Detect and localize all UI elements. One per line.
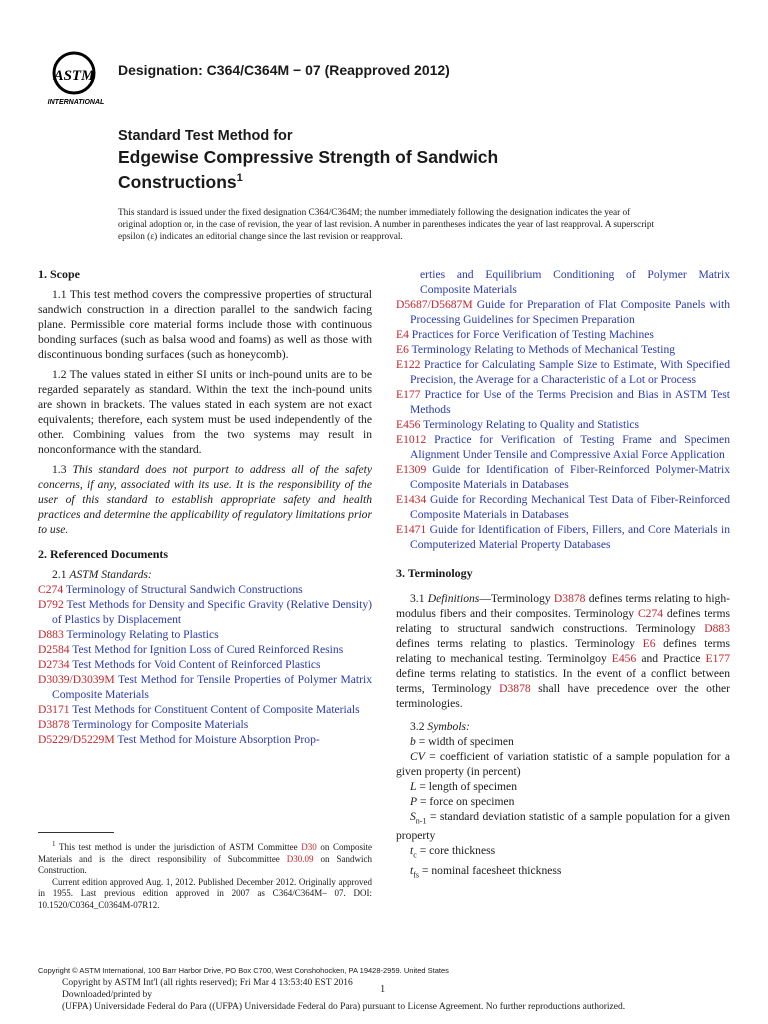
left-column bbox=[38, 267, 372, 747]
reference-title[interactable]: Guide for Identification of Fibers, Fillers, and Core Materials in Computerized Material Property Databases bbox=[410, 523, 730, 551]
standard-type: Standard Test Method for bbox=[118, 128, 293, 144]
reference-item bbox=[38, 582, 372, 597]
symbols-number: 3.2 bbox=[410, 720, 425, 733]
scope-heading: 1. Scope bbox=[38, 267, 80, 281]
footnote-text-2: on Composite Materials and is the direct responsibility of Subcommittee bbox=[38, 842, 372, 864]
reference-item bbox=[396, 297, 730, 327]
reference-list-left bbox=[38, 582, 372, 747]
reference-item bbox=[38, 642, 372, 657]
reference-item bbox=[396, 462, 730, 492]
reference-continuation: erties and Equilibrium Conditioning of Polymer Matrix Composite Materials bbox=[420, 268, 730, 296]
symbol-definition bbox=[396, 749, 730, 779]
title-line-2: Constructions bbox=[118, 171, 237, 192]
reference-title[interactable]: Practice for Verification of Testing Frame and Specimen Alignment Under Tensile and Compressive Axial Force Application bbox=[410, 433, 730, 461]
reference-item bbox=[38, 657, 372, 672]
reference-title[interactable]: Terminology of Structural Sandwich Constructions bbox=[63, 583, 303, 596]
terminology-ref-link[interactable]: C274 bbox=[637, 607, 664, 620]
terminology-ref-link[interactable]: E177 bbox=[705, 652, 730, 665]
reference-code-link[interactable]: D3039/D3039M bbox=[38, 673, 115, 686]
symbol: P bbox=[410, 795, 418, 808]
reference-title[interactable]: Test Method for Tensile Properties of Polymer Matrix Composite Materials bbox=[52, 673, 372, 701]
reference-code-link[interactable]: D3878 bbox=[38, 718, 70, 731]
reference-title[interactable]: Practice for Use of the Terms Precision and Bias in ASTM Test Methods bbox=[410, 388, 730, 416]
reference-item bbox=[38, 672, 372, 702]
reference-item bbox=[396, 522, 730, 552]
symbol-meaning: = nominal facesheet thickness bbox=[419, 863, 562, 877]
symbol-meaning: = force on specimen bbox=[417, 795, 515, 808]
reference-item bbox=[396, 492, 730, 522]
terminology-ref-link[interactable]: E6 bbox=[642, 637, 656, 650]
terminology-ref-link[interactable]: D3878 bbox=[553, 592, 586, 605]
designation: Designation: C364/C364M − 07 (Reapproved 2012) bbox=[118, 62, 450, 78]
license-line-1: Copyright by ASTM Int'l (all rights reserved); Fri Mar 4 13:53:40 EST 2016 bbox=[62, 978, 353, 988]
symbol-meaning: = width of specimen bbox=[415, 735, 514, 748]
symbol-subscript: n-1 bbox=[415, 816, 427, 826]
reference-item bbox=[38, 717, 372, 732]
symbol-definition bbox=[396, 779, 730, 794]
footnote-mark: 1 bbox=[52, 840, 56, 848]
reference-code-link[interactable]: E456 bbox=[396, 418, 421, 431]
symbol-definition bbox=[396, 843, 730, 862]
right-column bbox=[396, 267, 730, 882]
symbol-meaning: = core thickness bbox=[416, 844, 496, 858]
footnote-rule bbox=[38, 832, 114, 833]
reference-item bbox=[396, 357, 730, 387]
symbol: L bbox=[410, 780, 417, 793]
definitions-text: and Practice bbox=[636, 652, 706, 665]
reference-title[interactable]: Test Method for Ignition Loss of Cured Reinforced Resins bbox=[69, 643, 344, 656]
subcommittee-link[interactable]: D30.09 bbox=[286, 853, 314, 864]
definitions-text: defines terms relating to high-modulus fibers and their composites. Terminology bbox=[396, 592, 731, 620]
reference-title[interactable]: Terminology Relating to Plastics bbox=[63, 628, 219, 641]
reference-code-link[interactable]: D883 bbox=[38, 628, 64, 641]
footnote-text-3: on Sandwich Construction. bbox=[38, 853, 372, 875]
definitions-text: shall have precedence over the other terminologies. bbox=[396, 682, 731, 710]
referenced-heading: 2. Referenced Documents bbox=[38, 547, 169, 561]
astm-logo bbox=[44, 47, 108, 107]
page-number: 1 bbox=[380, 984, 386, 995]
definitions-text: —Terminology bbox=[479, 592, 554, 605]
reference-item bbox=[38, 732, 372, 747]
symbol-definition bbox=[396, 794, 730, 809]
symbol: t bbox=[410, 844, 414, 858]
reference-code-link[interactable]: E1309 bbox=[396, 463, 427, 476]
reference-item bbox=[396, 432, 730, 462]
reference-title[interactable]: Terminology Relating to Quality and Statistics bbox=[420, 418, 640, 431]
reference-code-link[interactable]: E122 bbox=[396, 358, 421, 371]
logo-subtext: INTERNATIONAL bbox=[47, 99, 105, 106]
license-line-2: Downloaded/printed by bbox=[62, 990, 152, 1000]
terminology-ref-link[interactable]: D883 bbox=[704, 622, 730, 635]
reference-item bbox=[396, 342, 730, 357]
reference-code-link[interactable]: E1471 bbox=[396, 523, 427, 536]
scope-para-1: 1.1 This test method covers the compressive properties of structural sandwich construction in a direction parallel to the sandwich facing plane. Permissible core material forms include those with continuous bonding surfaces (such as balsa wood and foams) as well as those with discontinuous bonding surfaces (such as honeycomb). bbox=[38, 288, 372, 361]
definitions-text: define terms relating to statistics. In the event of a conflict between terms, Terminology bbox=[396, 667, 730, 695]
scope-para-3-text: This standard does not purport to address all of the safety concerns, if any, associated with its use. It is the responsibility of the user of this standard to establish appropriate safety and health practices and determine the applicability of regulatory limitations prior to use. bbox=[38, 463, 372, 536]
definitions-paragraph bbox=[396, 591, 730, 711]
reference-title[interactable]: Practice for Calculating Sample Size to Estimate, With Specified Precision, the Average for a Characteristic of a Lot or Process bbox=[410, 358, 730, 386]
reference-title[interactable]: Terminology for Composite Materials bbox=[69, 718, 249, 731]
reference-code-link[interactable]: D792 bbox=[38, 598, 64, 611]
reference-item bbox=[396, 387, 730, 417]
terminology-ref-link[interactable]: D3878 bbox=[499, 682, 531, 695]
definitions-text: defines terms relating to plastics. Terminology bbox=[396, 637, 643, 650]
reference-code-link[interactable]: E4 bbox=[396, 328, 409, 341]
symbol-subscript: c bbox=[413, 850, 417, 860]
definitions-text: defines terms relating to mechanical testing. Terminolgoy bbox=[396, 637, 730, 665]
license-notice bbox=[62, 977, 625, 1013]
definitions-text: defines terms relating to structural sandwich constructions. Terminology bbox=[396, 607, 730, 635]
symbol-definition bbox=[396, 734, 730, 749]
reference-title[interactable]: Test Methods for Density and Specific Gravity (Relative Density) of Plastics by Displacement bbox=[52, 598, 372, 626]
reference-title[interactable]: Terminology Relating to Methods of Mechanical Testing bbox=[408, 343, 676, 356]
symbol: S bbox=[410, 810, 416, 823]
committee-link[interactable]: D30 bbox=[301, 842, 317, 852]
symbols-list bbox=[396, 734, 730, 882]
astm-standards-text: ASTM Standards: bbox=[69, 568, 152, 581]
symbols-label bbox=[396, 719, 730, 734]
footnote-text-1: This test method is under the jurisdiction of ASTM Committee bbox=[58, 842, 302, 852]
reference-code-link[interactable]: D2584 bbox=[38, 643, 70, 656]
issuance-notice: This standard is issued under the fixed designation C364/C364M; the number immediately following the designation indicates the year of original adoption or, in the case of revision, the year of last revision. A number in parentheses indicates the year of last reapproval. A superscript epsilon (ε) indicates an editorial change since the last revision or reapproval. bbox=[118, 208, 655, 242]
reference-code-link[interactable]: E1012 bbox=[396, 433, 427, 446]
astm-standards-label bbox=[38, 567, 372, 582]
scope-para-3-number: 1.3 bbox=[52, 463, 67, 476]
definitions-number: 3.1 bbox=[410, 592, 428, 605]
reference-title[interactable]: Guide for Recording Mechanical Test Data of Fiber-Reinforced Composite Materials in Databases bbox=[410, 493, 730, 521]
symbol-meaning: = coefficient of variation statistic of a sample population for a given property (in percent) bbox=[396, 750, 730, 778]
scope-para-3 bbox=[38, 462, 372, 537]
logo-text: ASTM bbox=[53, 68, 95, 84]
reference-code-link[interactable]: D3171 bbox=[38, 703, 70, 716]
symbol: b bbox=[410, 735, 416, 748]
reference-item bbox=[38, 597, 372, 627]
reference-code-link[interactable]: E6 bbox=[396, 343, 409, 356]
reference-title[interactable]: Guide for Preparation of Flat Composite Panels with Processing Guidelines for Specimen Preparation bbox=[410, 298, 730, 326]
reference-title[interactable]: Test Method for Moisture Absorption Prop- bbox=[114, 733, 320, 746]
reference-item bbox=[38, 627, 372, 642]
reference-code-link[interactable]: D5687/D5687M bbox=[396, 298, 473, 311]
astm-standards-number: 2.1 bbox=[52, 568, 67, 581]
reference-item bbox=[38, 702, 372, 717]
reference-title[interactable]: Test Methods for Constituent Content of Composite Materials bbox=[69, 703, 360, 716]
symbol-definition bbox=[396, 809, 730, 843]
symbol: t bbox=[410, 863, 414, 877]
reference-code-link[interactable]: C274 bbox=[38, 583, 64, 596]
symbol-definition bbox=[396, 863, 730, 882]
reference-code-link[interactable]: E1434 bbox=[396, 493, 427, 506]
title-footnote-mark: 1 bbox=[236, 172, 243, 184]
symbol-meaning: = length of specimen bbox=[416, 780, 518, 793]
reference-list-right bbox=[396, 297, 730, 552]
edition-note: Current edition approved Aug. 1, 2012. Published December 2012. Originally approved in 1955. Last previous edition approved in 2007 as C364/C364M– 07. DOI: 10.1520/C0364_C0364M-07R12. bbox=[38, 876, 372, 910]
document-title bbox=[118, 147, 678, 193]
reference-item bbox=[396, 417, 730, 432]
reference-title[interactable]: Practices for Force Verification of Testing Machines bbox=[408, 328, 654, 341]
symbol: CV bbox=[410, 750, 425, 763]
license-line-3: (UFPA) Universidade Federal do Para ((UFPA) Universidade Federal do Para) pursuant to License Agreement. No further reproductions authorized. bbox=[62, 1002, 626, 1012]
scope-para-2: 1.2 The values stated in either SI units or inch-pound units are to be regarded separately as standard. Within the text the inch-pound units are shown in brackets. The values stated in each system are not exact equivalents; therefore, each system must be used independently of the other. Combining values from the two systems may result in nonconformance with the standard. bbox=[38, 368, 372, 456]
terminology-heading: 3. Terminology bbox=[396, 566, 473, 580]
footnote bbox=[38, 839, 372, 911]
symbol-subscript: fs bbox=[413, 869, 420, 879]
symbol-meaning: = standard deviation statistic of a sample population for a given property bbox=[396, 810, 730, 843]
reference-item bbox=[396, 327, 730, 342]
copyright-line: Copyright © ASTM International, 100 Barr Harbor Drive, PO Box C700, West Conshohocken, PA 19428-2959. United States bbox=[38, 966, 449, 975]
definitions-label: Definitions bbox=[427, 592, 480, 605]
reference-code-link[interactable]: D5229/D5229M bbox=[38, 733, 115, 746]
symbols-text: Symbols: bbox=[427, 720, 470, 733]
reference-code-link[interactable]: D2734 bbox=[38, 658, 70, 671]
reference-title[interactable]: Guide for Identification of Fiber-Reinforced Polymer-Matrix Composite Materials in Databases bbox=[410, 463, 730, 491]
title-line-1: Edgewise Compressive Strength of Sandwich bbox=[118, 147, 499, 167]
terminology-ref-link[interactable]: E456 bbox=[611, 652, 637, 665]
reference-title[interactable]: Test Methods for Void Content of Reinforced Plastics bbox=[69, 658, 321, 671]
reference-code-link[interactable]: E177 bbox=[396, 388, 421, 401]
